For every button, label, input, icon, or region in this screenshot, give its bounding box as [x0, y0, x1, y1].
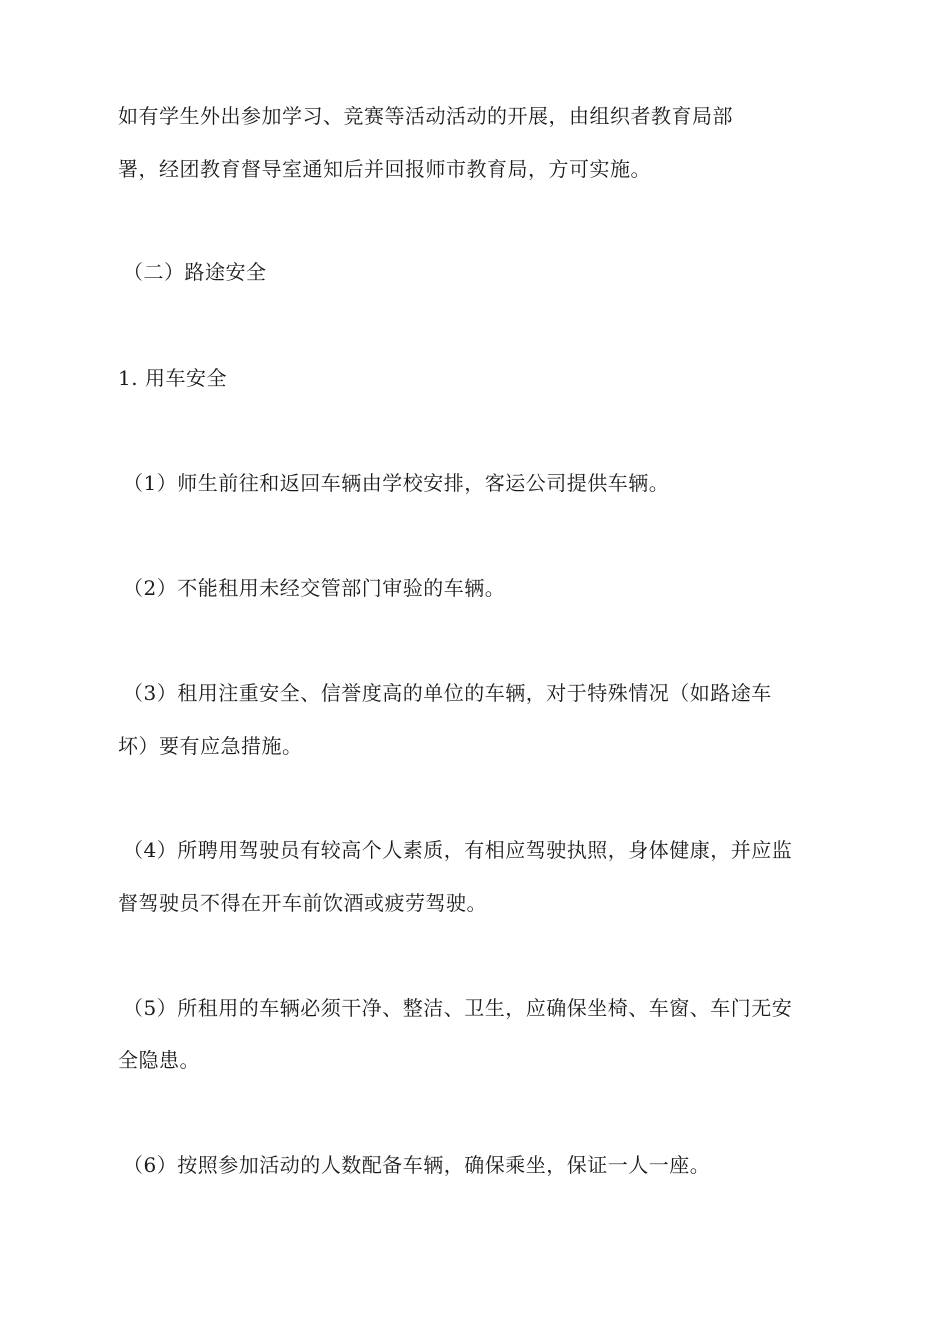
paragraph-line: 署，经团教育督导室通知后并回报师市教育局，方可实施。 — [118, 157, 651, 181]
list-item: （2）不能租用未经交管部门审验的车辆。 — [123, 576, 506, 600]
subsection-heading: 1. 用车安全 — [118, 366, 227, 390]
section-heading: （二）路途安全 — [123, 260, 267, 284]
list-item: （4）所聘用驾驶员有较高个人素质，有相应驾驶执照，身体健康，并应监 — [123, 838, 793, 862]
list-item: （5）所租用的车辆必须干净、整洁、卫生，应确保坐椅、车窗、车门无安 — [123, 996, 793, 1020]
list-item: （6）按照参加活动的人数配备车辆，确保乘坐，保证一人一座。 — [123, 1153, 711, 1177]
list-item: （3）租用注重安全、信誉度高的单位的车辆，对于特殊情况（如路途车 — [123, 681, 772, 705]
paragraph-line: 如有学生外出参加学习、竞赛等活动活动的开展，由组织者教育局部 — [118, 104, 733, 128]
list-item-continuation: 全隐患。 — [118, 1048, 200, 1072]
list-item: （1）师生前往和返回车辆由学校安排，客运公司提供车辆。 — [123, 471, 670, 495]
list-item-continuation: 坏）要有应急措施。 — [118, 734, 303, 758]
list-item-continuation: 督驾驶员不得在开车前饮酒或疲劳驾驶。 — [118, 891, 487, 915]
